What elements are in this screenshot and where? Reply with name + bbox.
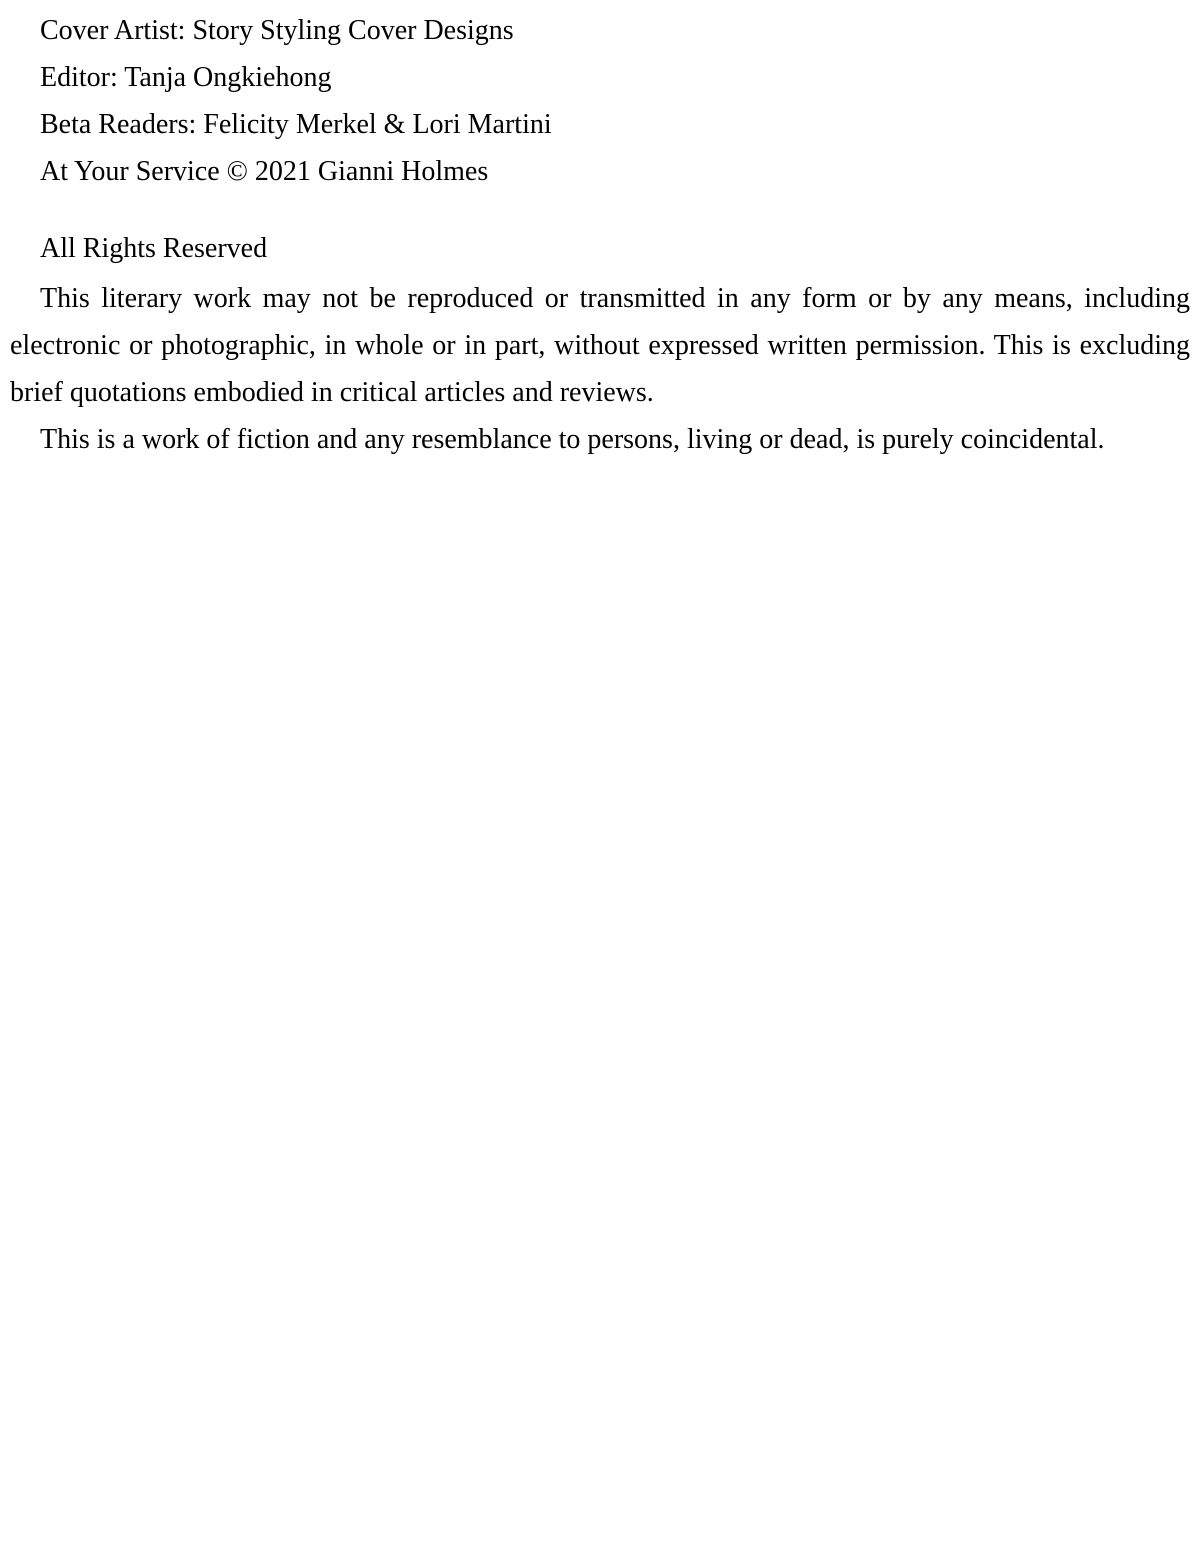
credits-block	[10, 10, 1190, 198]
legal-text	[10, 275, 1190, 463]
beta-readers-line: Beta Readers: Felicity Merkel & Lori Martini	[40, 109, 552, 140]
editor-line: Editor: Tanja Ongkiehong	[40, 62, 332, 93]
copyright-line: At Your Service © 2021 Gianni Holmes	[40, 156, 489, 187]
reproduction-notice: This literary work may not be reproduced or transmitted in any form or by any means, including electronic or photographic, in whole or in part, without expressed written permission. This is excluding brief quotations embodied in critical articles and reviews.	[10, 283, 1190, 408]
cover-artist-line: Cover Artist: Story Styling Cover Designs	[40, 15, 514, 46]
rights-reserved-heading: All Rights Reserved	[40, 233, 268, 264]
fiction-disclaimer: This is a work of fiction and any resemblance to persons, living or dead, is purely coincidental.	[40, 424, 1105, 455]
